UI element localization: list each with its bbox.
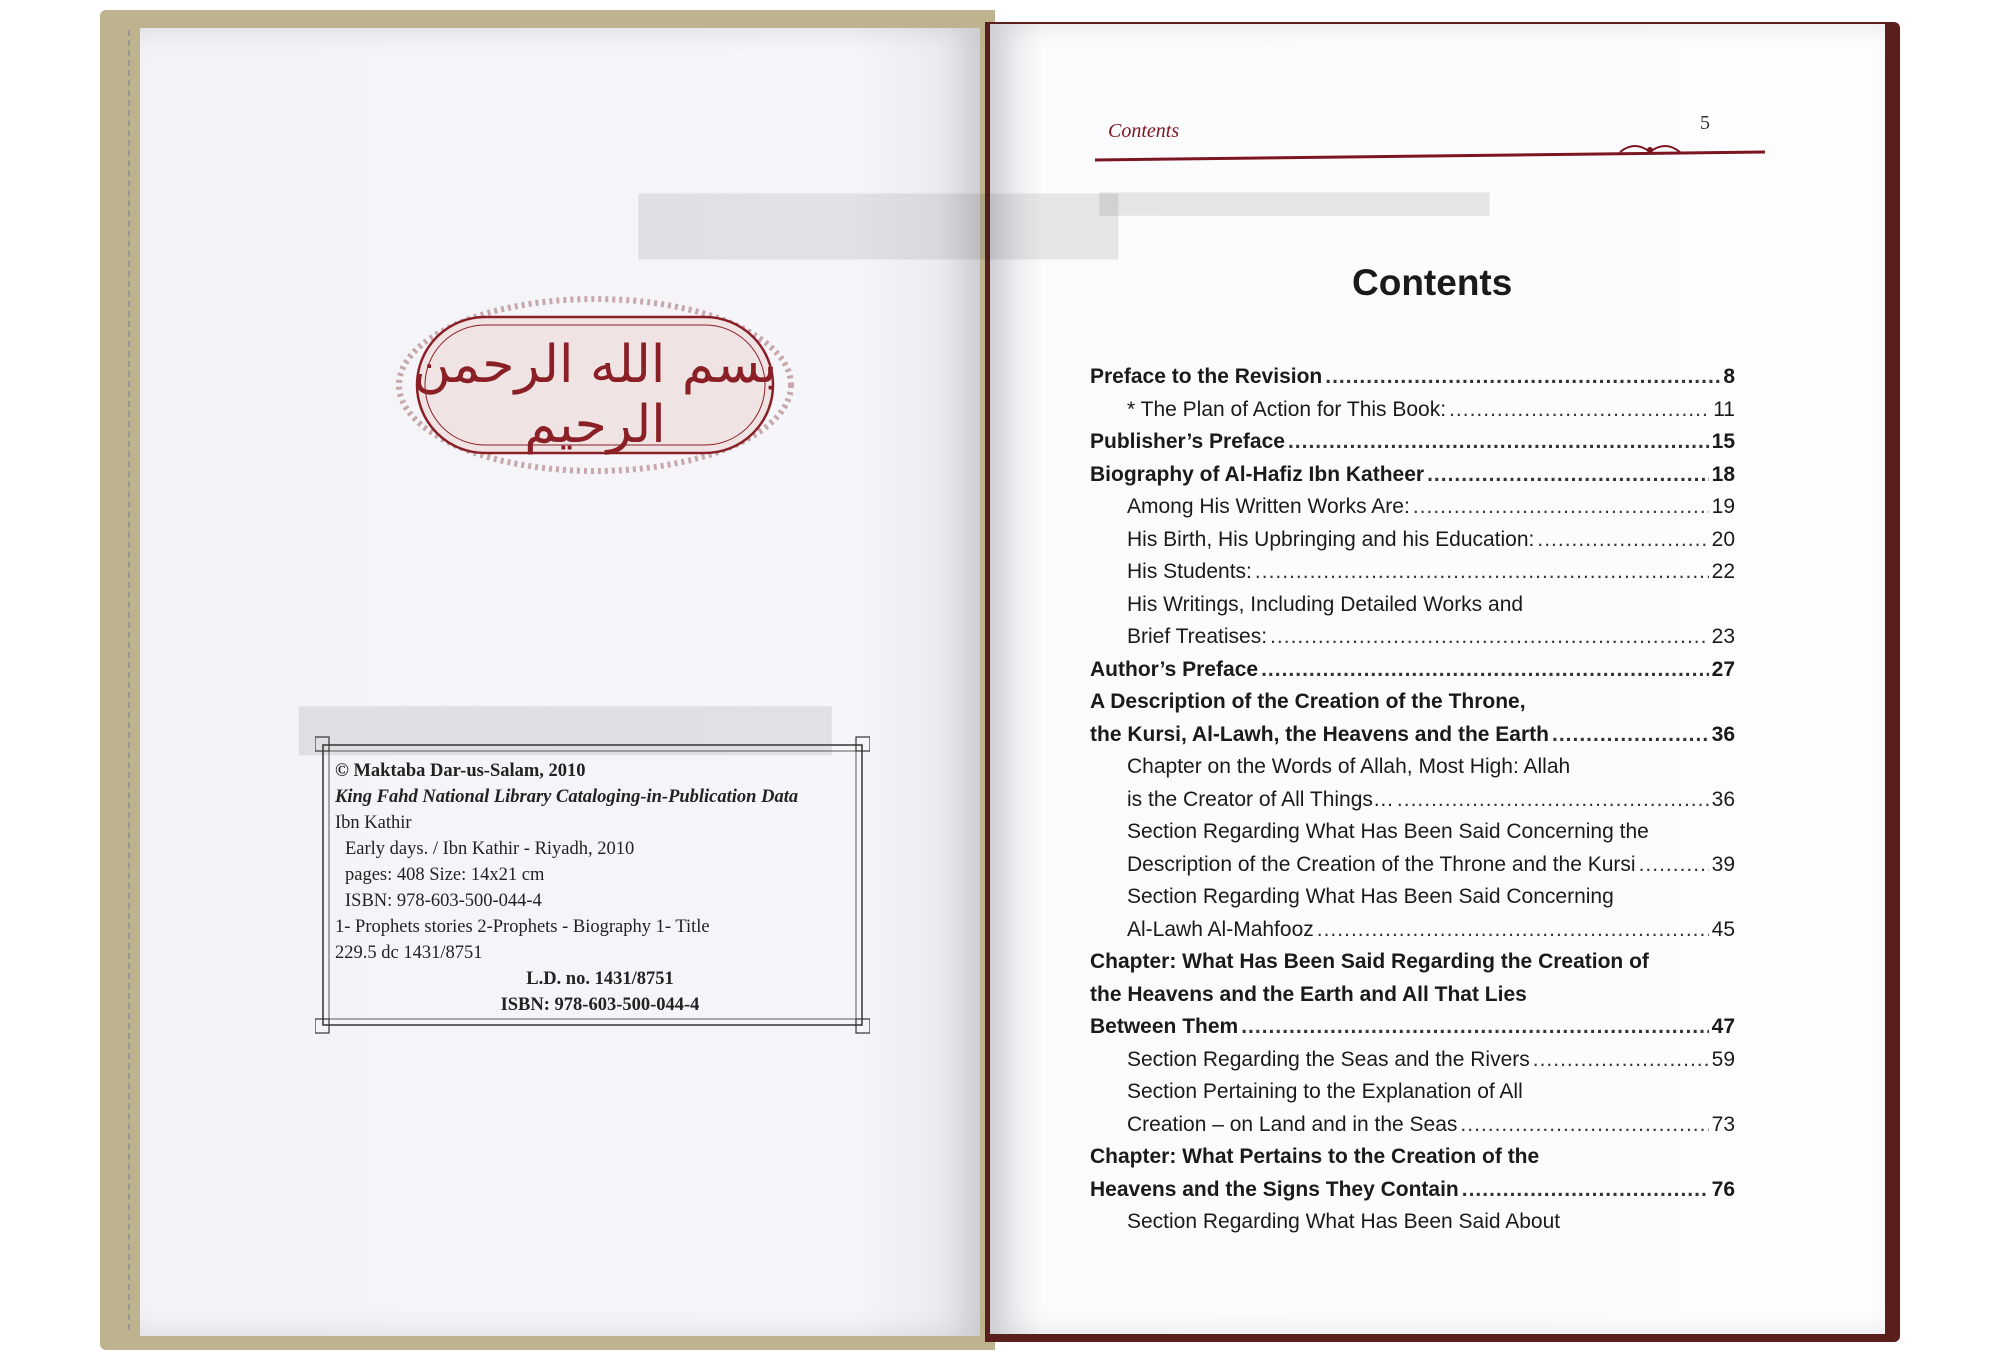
toc-entry-label: Section Regarding What Has Been Said About — [1127, 1210, 1561, 1233]
toc-entry — [1090, 1109, 1735, 1142]
toc-entry — [1090, 361, 1735, 394]
bleed-through-mark: ▇▇▇▇▇▇▇▇▇▇▇▇▇▇▇ — [300, 701, 831, 753]
toc-entry-label: the Kursi, Al-Lawh, the Heavens and the Earth — [1090, 722, 1549, 746]
cataloging-data — [335, 758, 865, 1018]
toc-entry-page: 36 — [1711, 787, 1735, 811]
page-stitching — [128, 30, 138, 1330]
toc-leader-dots — [1413, 491, 1709, 524]
catalog-line: Early days. / Ibn Kathir - Riyadh, 2010 — [345, 839, 635, 859]
toc-entry-page: 27 — [1711, 657, 1735, 681]
bleed-through-mark: ▇▇▇▇▇▇▇▇▇▇▇▇▇▇▇▇▇▇▇▇▇▇▇ — [1100, 190, 1490, 215]
bismillah-calligraphy: بسم الله الرحمن الرحيم — [412, 335, 778, 455]
toc-entry-page: 22 — [1711, 560, 1735, 583]
toc-entry — [1090, 751, 1735, 784]
toc-entry-page: 47 — [1711, 1015, 1735, 1038]
toc-entry-label: Between Them — [1090, 1015, 1239, 1038]
toc-entry — [1090, 459, 1735, 492]
toc-entry-label: Publisher’s Preface — [1090, 430, 1285, 453]
catalog-ld-number: L.D. no. 1431/8751 — [526, 969, 674, 989]
catalog-author: Ibn Kathir — [335, 813, 412, 833]
toc-entry — [1090, 524, 1735, 557]
toc-entry-label: Among His Written Works Are: — [1127, 495, 1410, 518]
page-number: 5 — [1700, 112, 1710, 134]
toc-entry-label: Author’s Preface — [1090, 657, 1259, 681]
header-rule-ornament — [1095, 140, 1765, 170]
toc-leader-dots — [1255, 556, 1709, 589]
toc-entry-page: 76 — [1711, 1177, 1735, 1201]
toc-leader-dots — [1639, 849, 1709, 882]
toc-leader-dots — [1317, 914, 1709, 947]
toc-entry-page: 11 — [1713, 397, 1735, 421]
toc-entry — [1090, 654, 1735, 687]
toc-entry-label: His Birth, His Upbringing and his Education: — [1127, 527, 1535, 551]
toc-leader-dots — [1397, 784, 1709, 817]
toc-entry-page: 8 — [1723, 365, 1735, 388]
toc-leader-dots — [1241, 1011, 1708, 1044]
toc-entry-label: Section Regarding What Has Been Said Concerning — [1127, 885, 1614, 908]
toc-entry — [1090, 784, 1735, 817]
toc-entry-label: Chapter: What Has Been Said Regarding the Creation of — [1090, 950, 1649, 973]
toc-entry — [1090, 1011, 1735, 1044]
toc-entry-label: Preface to the Revision — [1090, 365, 1323, 388]
toc-leader-dots — [1261, 654, 1709, 687]
toc-entry-label: Chapter on the Words of Allah, Most High: Allah — [1127, 755, 1571, 778]
toc-leader-dots — [1537, 524, 1708, 557]
catalog-line: pages: 408 Size: 14x21 cm — [345, 865, 545, 885]
toc-leader-dots — [1552, 719, 1709, 752]
toc-entry-label: Section Regarding What Has Been Said Concerning the — [1127, 820, 1649, 843]
toc-leader-dots — [1462, 1174, 1709, 1207]
toc-entry-label: Description of the Creation of the Throne and the Kursi — [1127, 852, 1636, 876]
toc-leader-dots — [1533, 1044, 1709, 1077]
toc-entry — [1090, 849, 1735, 882]
toc-entry-label: Al-Lawh Al-Mahfooz — [1127, 917, 1314, 941]
toc-entry — [1090, 556, 1735, 589]
catalog-line: 229.5 dc 1431/8751 — [335, 943, 483, 963]
toc-entry — [1090, 1076, 1735, 1109]
toc-leader-dots — [1449, 394, 1710, 427]
toc-entry-label: the Heavens and the Earth and All That Lies — [1090, 982, 1527, 1006]
toc-entry — [1090, 621, 1735, 654]
toc-entry-label: His Writings, Including Detailed Works and — [1127, 592, 1524, 616]
toc-entry — [1090, 589, 1735, 622]
toc-entry-label: Section Pertaining to the Explanation of All — [1127, 1080, 1523, 1103]
toc-entry — [1090, 1206, 1735, 1239]
toc-entry-label: His Students: — [1127, 560, 1252, 583]
toc-entry — [1090, 719, 1735, 752]
toc-leader-dots — [1460, 1109, 1708, 1142]
toc-leader-dots — [1288, 426, 1709, 459]
toc-entry — [1090, 1174, 1735, 1207]
toc-entry — [1090, 686, 1735, 719]
toc-leader-dots — [1270, 621, 1709, 654]
catalog-line: ISBN: 978-603-500-044-4 — [345, 891, 542, 911]
toc-entry — [1090, 979, 1735, 1012]
bleed-through-mark: ▇▇▇▇▇▇▇▇▇▇ — [640, 188, 1117, 257]
toc-entry-page: 59 — [1711, 1047, 1735, 1071]
toc-entry-label: Chapter: What Pertains to the Creation of the — [1090, 1145, 1540, 1168]
toc-entry — [1090, 426, 1735, 459]
contents-title: Contents — [1352, 262, 1513, 303]
toc-entry — [1090, 816, 1735, 849]
toc-entry-label: Heavens and the Signs They Contain — [1090, 1177, 1459, 1201]
toc-leader-dots — [1427, 459, 1709, 492]
catalog-library: King Fahd National Library Cataloging-in-Publication Data — [335, 787, 799, 807]
table-of-contents — [1090, 361, 1735, 1239]
toc-entry-label: Section Regarding the Seas and the Rivers — [1127, 1047, 1530, 1071]
toc-entry — [1090, 394, 1735, 427]
toc-entry — [1090, 881, 1735, 914]
toc-entry-page: 18 — [1711, 462, 1735, 486]
toc-entry — [1090, 1044, 1735, 1077]
running-head: Contents — [1108, 120, 1180, 142]
toc-entry-label: * The Plan of Action for This Book: — [1127, 397, 1447, 421]
toc-entry-label: is the Creator of All Things… — [1127, 787, 1394, 811]
toc-entry — [1090, 491, 1735, 524]
toc-entry-label: A Description of the Creation of the Throne, — [1090, 690, 1526, 713]
toc-entry — [1090, 1141, 1735, 1174]
toc-entry-page: 36 — [1711, 722, 1735, 746]
toc-entry — [1090, 946, 1735, 979]
toc-entry-page: 39 — [1711, 852, 1735, 876]
toc-entry-page: 15 — [1711, 430, 1735, 453]
toc-entry-page: 20 — [1711, 527, 1735, 551]
toc-entry — [1090, 914, 1735, 947]
toc-entry-page: 19 — [1711, 495, 1735, 518]
catalog-copyright: © Maktaba Dar-us-Salam, 2010 — [335, 761, 586, 781]
toc-entry-page: 23 — [1711, 625, 1735, 648]
catalog-isbn: ISBN: 978-603-500-044-4 — [500, 995, 700, 1015]
toc-entry-label: Biography of Al-Hafiz Ibn Katheer — [1090, 462, 1425, 486]
toc-entry-label: Creation – on Land and in the Seas — [1127, 1112, 1458, 1136]
toc-entry-label: Brief Treatises: — [1127, 625, 1268, 648]
toc-entry-page: 73 — [1711, 1112, 1735, 1136]
toc-entry-page: 45 — [1711, 917, 1735, 941]
toc-leader-dots — [1325, 361, 1720, 394]
catalog-line: 1- Prophets stories 2-Prophets - Biography 1- Title — [335, 917, 710, 937]
